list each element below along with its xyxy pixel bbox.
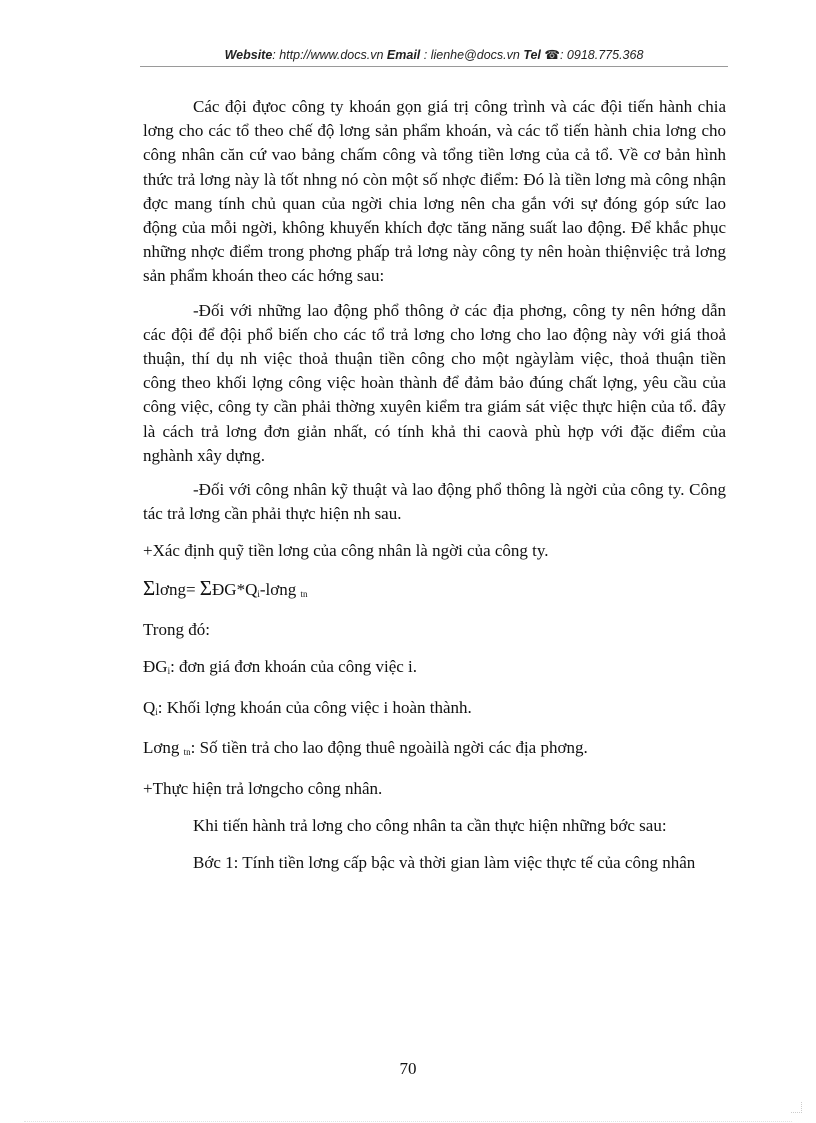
- formula-term: ĐG*Q: [212, 579, 258, 599]
- definition-term: Lơng: [143, 738, 184, 758]
- definition-subscript: tn: [183, 747, 191, 758]
- header-divider: [140, 66, 728, 67]
- paragraph-local-labor: -Đối với những lao động phổ thông ở các địa phơng, công ty nên hớng dẫn các đội để đội phổ biến cho các tổ trả lơng cho lơng cho lao động này với giá thoả thuận, thí dụ nh việc thoả thuận tiền công cho một ngàylàm việc, thoả thuận tiền công theo khối lợng công việc hoàn thành để đảm bảo đúng chất lợng, yêu cầu của công việc, công ty cần phải thờng xuyên kiểm tra giám sát việc thực hiện của tổ. đây là cách trả lơng đơn giản nhất, có tính khả thi caovà phù hợp với đặc điểm của nghành xây dựng.: [143, 300, 726, 465]
- page-header: [140, 47, 728, 62]
- sigma-symbol: Σ: [199, 575, 213, 600]
- document-body: [143, 95, 726, 875]
- bottom-border: [24, 1121, 792, 1122]
- definition-text: : Số tiền trả cho lao động thuê ngoàilà ngời các địa phơng.: [190, 738, 588, 758]
- formula-lhs: lơng=: [155, 579, 200, 599]
- definitions-heading: Trong đó:: [143, 620, 210, 640]
- salary-formula: [143, 576, 726, 606]
- tel-value: : 0918.775.368: [559, 48, 644, 62]
- paragraph-steps-intro: Khi tiến hành trả lơng cho công nhân ta cần thực hiện những bớc sau:: [193, 815, 667, 835]
- sigma-symbol: Σ: [143, 575, 156, 600]
- definition-term: Q: [143, 697, 156, 717]
- paragraph-step-1: Bớc 1: Tính tiền lơng cấp bậc và thời gian làm việc thực tế của công nhân: [193, 852, 696, 872]
- definition-term: ĐG: [143, 657, 168, 677]
- definition-subscript: i: [167, 666, 171, 677]
- definition-long-tn: [143, 736, 726, 764]
- definition-dg: [143, 655, 726, 683]
- definition-subscript: i: [155, 706, 158, 717]
- paragraph-salary-fund: +Xác định quỹ tiền lơng của công nhân là ngời của công ty.: [143, 540, 549, 560]
- phone-icon: ☎: [544, 48, 560, 62]
- formula-subscript: i: [257, 588, 260, 599]
- paragraph-contract-overview: Các đội đựoc công ty khoán gọn giá trị công trình và các đội tiến hành chia lơng cho các tổ theo chế độ lơng sản phẩm khoán, và các tổ tiến hành chia lơng cho công nhân căn cứ vao bảng chấm công và tổng tiền lơng của cả tổ. Về cơ bản hình thức trả lơng này là tốt nhng nó còn một số nhợc điểm: Đó là tiền lơng mà công nhận đợc mang tính chủ quan của ngời chia lơng nên cha gắn với sự đóng góp sức lao động của mỗi ngời, không khuyến khích đợc tăng năng suất lao động. Để khắc phục những nhợc điểm trong phơng phấp trả lơng này công ty nên hoàn thiệnviệc trả lơng sản phẩm khoán theo các hớng sau:: [143, 97, 726, 286]
- formula-subscript: tn: [300, 588, 308, 599]
- definition-q: [143, 696, 726, 724]
- website-value: : http://www.docs.vn: [272, 48, 387, 62]
- email-value: : lienhe@docs.vn: [420, 48, 524, 62]
- tel-label: Tel: [523, 48, 541, 62]
- page-corner-mark: [791, 1102, 802, 1113]
- page-number: 70: [399, 1059, 417, 1078]
- definition-text: : đơn giá đơn khoán của công việc i.: [170, 657, 418, 677]
- paragraph-technical-workers: -Đối với công nhân kỹ thuật và lao động phổ thông là ngời của công ty. Công tác trả lơng cần phải thực hiện nh sau.: [143, 480, 726, 524]
- definition-text: : Khối lợng khoán của công việc i hoàn thành.: [157, 697, 472, 717]
- formula-term: -lơng: [259, 579, 301, 599]
- paragraph-pay-workers: +Thực hiện trả lơngcho công nhân.: [143, 779, 383, 799]
- email-label: Email: [386, 48, 421, 62]
- website-label: Website: [224, 48, 273, 62]
